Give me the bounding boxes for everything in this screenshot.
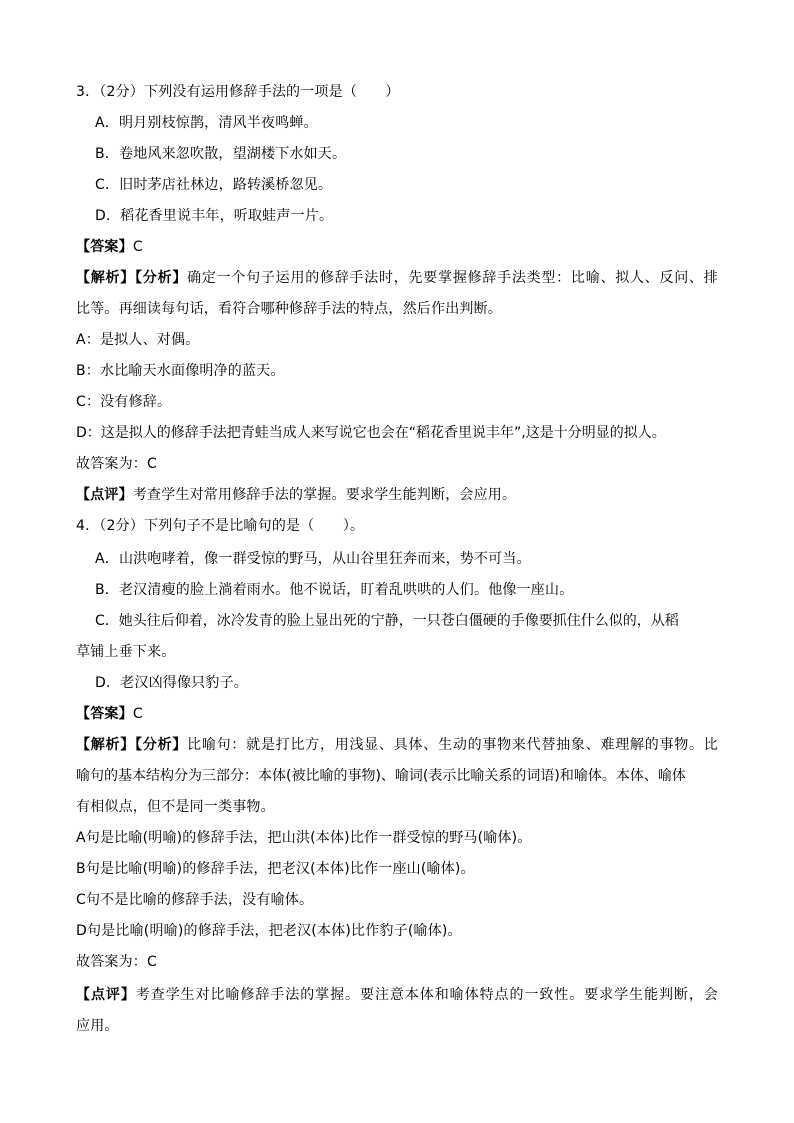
question-4-comment-line-1: 【点评】考查学生对比喻修辞手法的掌握。要注意本体和喻体特点的一致性。要求学生能判断，会 (76, 987, 718, 1003)
question-4-stem: 4．（2分）下列句子不是比喻句的是（ ）。 (76, 518, 365, 534)
question-3-comment: 【点评】考查学生对常用修辞手法的掌握。要求学生能判断，会应用。 (76, 487, 517, 503)
question-3-option-a: A．明月别枝惊鹊，清风半夜鸣蝉。 (95, 115, 318, 131)
question-3-analysis-line-2: 比等。再细读每句话，看符合哪种修辞手法的特点，然后作出判断。 (76, 301, 502, 317)
question-3-option-d: D．稻花香里说丰年，听取蛙声一片。 (95, 208, 334, 224)
question-3-analysis-line-5: C：没有修辞。 (76, 394, 172, 410)
question-3-analysis-line-3: A：是拟人、对偶。 (76, 332, 200, 348)
question-3-stem: 3．（2分）下列没有运用修辞手法的一项是（ ） (76, 84, 400, 100)
question-4-analysis-line-1: 【解析】【分析】比喻句：就是打比方，用浅显、具体、生动的事物来代替抽象、难理解的事物。比 (76, 737, 718, 753)
question-4-option-c-line-2: 草铺上垂下来。 (76, 644, 176, 660)
question-3-analysis-line-7: 故答案为：C (76, 456, 157, 472)
question-4-analysis-line-4: A句是比喻(明喻)的修辞手法，把山洪(本体)比作一群受惊的野马(喻体)。 (76, 830, 532, 846)
question-3-option-c: C．旧时茅店社林边，路转溪桥忽见。 (95, 177, 333, 193)
question-4-option-d: D．老汉凶得像只豹子。 (95, 675, 248, 691)
answer-label: 【答案】 (76, 239, 133, 255)
answer-value: C (132, 239, 143, 255)
analysis-label: 【解析】【分析】 (76, 737, 188, 753)
question-4-answer (76, 704, 143, 724)
question-4-analysis-line-6: C句不是比喻的修辞手法，没有喻体。 (76, 892, 314, 908)
comment-label: 【点评】 (76, 987, 136, 1003)
question-4-comment-line-2: 应用。 (76, 1018, 119, 1034)
answer-label: 【答案】 (76, 706, 133, 722)
question-4-option-a: A．山洪咆哮着，像一群受惊的野马，从山谷里狂奔而来，势不可当。 (95, 551, 531, 567)
analysis-label: 【解析】【分析】 (76, 270, 188, 286)
question-3-analysis-line-6: D：这是拟人的修辞手法把青蛙当成人来写说它也会在“稻花香里说丰年”,这是十分明显的拟人。 (76, 425, 666, 441)
question-4-option-b: B．老汉清瘦的脸上淌着雨水。他不说话，盯着乱哄哄的人们。他像一座山。 (95, 582, 574, 598)
answer-value: C (132, 706, 143, 722)
question-3-analysis-line-4: B：水比喻天水面像明净的蓝天。 (76, 363, 285, 379)
question-4-analysis-line-2: 喻句的基本结构分为三部分：本体(被比喻的事物)、喻词(表示比喻关系的词语)和喻体。本体、喻体 (76, 768, 686, 784)
question-4-analysis-line-3: 有相似点，但不是同一类事物。 (76, 799, 275, 815)
comment-label: 【点评】 (76, 487, 133, 503)
question-3-option-b: B．卷地风来忽吹散，望湖楼下水如天。 (95, 146, 347, 162)
question-3-answer (76, 237, 143, 257)
question-4-analysis-line-8: 故答案为：C (76, 954, 157, 970)
question-3-analysis-line-1: 【解析】【分析】确定一个句子运用的修辞手法时，先要掌握修辞手法类型：比喻、拟人、反问、排 (76, 270, 718, 286)
question-4-option-c-line-1: C．她头往后仰着，冰冷发青的脸上显出死的宁静，一只苍白僵硬的手像要抓住什么似的，从稻 (95, 613, 679, 629)
question-4-analysis-line-5: B句是比喻(明喻)的修辞手法，把老汉(本体)比作一座山(喻体)。 (76, 861, 475, 877)
question-4-analysis-line-7: D句是比喻(明喻)的修辞手法，把老汉(本体)比作豹子(喻体)。 (76, 923, 462, 939)
